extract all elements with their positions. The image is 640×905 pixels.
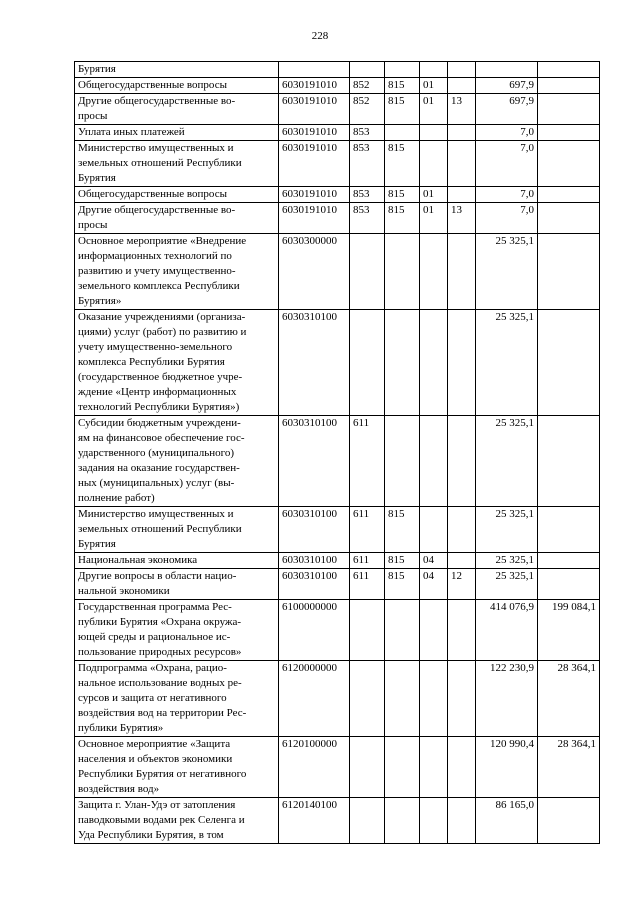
row-subsection-cell: 13 xyxy=(448,94,476,125)
row-amount-1-cell: 25 325,1 xyxy=(476,569,538,600)
row-expense-type-cell: 611 xyxy=(350,569,385,600)
row-expense-type-cell: 611 xyxy=(350,553,385,569)
row-target-code-cell: 6030191010 xyxy=(279,187,350,203)
row-admin-code-cell: 815 xyxy=(385,553,420,569)
row-target-code-cell: 6030191010 xyxy=(279,141,350,187)
row-amount-1-cell: 25 325,1 xyxy=(476,310,538,416)
row-expense-type-cell xyxy=(350,661,385,737)
row-admin-code-cell xyxy=(385,416,420,507)
row-name-cell: Общегосударственные вопросы xyxy=(75,78,279,94)
row-amount-2-cell xyxy=(538,553,600,569)
row-name-cell: Министерство имущественных и земельных отношений Республики Бурятия xyxy=(75,141,279,187)
row-amount-1-cell: 25 325,1 xyxy=(476,507,538,553)
row-admin-code-cell: 815 xyxy=(385,94,420,125)
row-amount-1-cell: 25 325,1 xyxy=(476,553,538,569)
row-admin-code-cell: 815 xyxy=(385,203,420,234)
row-expense-type-cell: 853 xyxy=(350,125,385,141)
row-admin-code-cell xyxy=(385,737,420,798)
row-section-cell: 04 xyxy=(420,553,448,569)
row-target-code-cell: 6030310100 xyxy=(279,569,350,600)
row-name-cell: Государственная программа Рес- публики Бурятия «Охрана окружа- ющей среды и рациональное ис- пользование природных ресурсов» xyxy=(75,600,279,661)
row-subsection-cell xyxy=(448,187,476,203)
row-amount-1-cell: 120 990,4 xyxy=(476,737,538,798)
row-target-code-cell: 6030310100 xyxy=(279,416,350,507)
row-name-cell: Бурятия xyxy=(75,62,279,78)
table-row xyxy=(75,600,600,661)
row-name-cell: Основное мероприятие «Защита населения и объектов экономики Республики Бурятия от негативного воздействия вод» xyxy=(75,737,279,798)
row-amount-1-cell: 7,0 xyxy=(476,125,538,141)
row-admin-code-cell: 815 xyxy=(385,507,420,553)
row-name-cell: Министерство имущественных и земельных отношений Республики Бурятия xyxy=(75,507,279,553)
row-subsection-cell xyxy=(448,141,476,187)
row-amount-2-cell xyxy=(538,416,600,507)
row-section-cell xyxy=(420,234,448,310)
row-section-cell xyxy=(420,737,448,798)
row-amount-1-cell: 697,9 xyxy=(476,94,538,125)
page-number: 228 xyxy=(311,30,329,42)
row-subsection-cell xyxy=(448,600,476,661)
row-amount-1-cell: 25 325,1 xyxy=(476,416,538,507)
row-section-cell xyxy=(420,416,448,507)
table-row xyxy=(75,62,600,78)
row-expense-type-cell: 852 xyxy=(350,94,385,125)
row-target-code-cell: 6030191010 xyxy=(279,94,350,125)
row-amount-2-cell xyxy=(538,234,600,310)
row-amount-2-cell xyxy=(538,569,600,600)
row-target-code-cell: 6100000000 xyxy=(279,600,350,661)
row-target-code-cell: 6120100000 xyxy=(279,737,350,798)
row-amount-2-cell xyxy=(538,62,600,78)
table-row xyxy=(75,310,600,416)
row-expense-type-cell xyxy=(350,62,385,78)
row-amount-2-cell xyxy=(538,125,600,141)
row-section-cell: 01 xyxy=(420,203,448,234)
table-row xyxy=(75,798,600,844)
table-row xyxy=(75,234,600,310)
row-subsection-cell xyxy=(448,125,476,141)
row-section-cell: 04 xyxy=(420,569,448,600)
table-row xyxy=(75,661,600,737)
budget-table xyxy=(74,61,600,844)
table-row xyxy=(75,553,600,569)
row-admin-code-cell: 815 xyxy=(385,187,420,203)
row-name-cell: Другие общегосударственные во- просы xyxy=(75,94,279,125)
row-target-code-cell: 6030310100 xyxy=(279,553,350,569)
row-admin-code-cell: 815 xyxy=(385,78,420,94)
row-name-cell: Субсидии бюджетным учреждени- ям на финансовое обеспечение гос- ударственного (муниципального) задания на оказание государствен- ных (муниципальных) услуг (вы- полнение работ) xyxy=(75,416,279,507)
table-row xyxy=(75,141,600,187)
row-subsection-cell xyxy=(448,62,476,78)
row-subsection-cell xyxy=(448,737,476,798)
row-amount-1-cell: 697,9 xyxy=(476,78,538,94)
row-amount-1-cell xyxy=(476,62,538,78)
row-amount-2-cell xyxy=(538,78,600,94)
row-admin-code-cell xyxy=(385,661,420,737)
row-amount-2-cell xyxy=(538,141,600,187)
row-section-cell xyxy=(420,62,448,78)
row-admin-code-cell: 815 xyxy=(385,569,420,600)
row-amount-2-cell xyxy=(538,310,600,416)
row-section-cell xyxy=(420,125,448,141)
row-section-cell xyxy=(420,310,448,416)
row-name-cell: Уплата иных платежей xyxy=(75,125,279,141)
row-subsection-cell xyxy=(448,78,476,94)
row-amount-2-cell xyxy=(538,798,600,844)
row-target-code-cell: 6030310100 xyxy=(279,310,350,416)
row-admin-code-cell xyxy=(385,125,420,141)
row-name-cell: Национальная экономика xyxy=(75,553,279,569)
table-row xyxy=(75,94,600,125)
row-section-cell xyxy=(420,661,448,737)
table-row xyxy=(75,187,600,203)
row-amount-2-cell: 28 364,1 xyxy=(538,737,600,798)
row-expense-type-cell: 853 xyxy=(350,203,385,234)
row-name-cell: Другие общегосударственные во- просы xyxy=(75,203,279,234)
row-name-cell: Подпрограмма «Охрана, рацио- нальное использование водных ре- сурсов и защита от негативного воздействия вод на территории Рес- публики Бурятия» xyxy=(75,661,279,737)
row-expense-type-cell xyxy=(350,798,385,844)
row-amount-1-cell: 414 076,9 xyxy=(476,600,538,661)
table-row xyxy=(75,737,600,798)
row-expense-type-cell xyxy=(350,737,385,798)
row-subsection-cell xyxy=(448,310,476,416)
row-subsection-cell xyxy=(448,553,476,569)
table-row xyxy=(75,125,600,141)
row-amount-2-cell: 28 364,1 xyxy=(538,661,600,737)
row-expense-type-cell xyxy=(350,234,385,310)
row-amount-2-cell xyxy=(538,507,600,553)
table-row xyxy=(75,416,600,507)
row-amount-2-cell xyxy=(538,187,600,203)
row-amount-1-cell: 7,0 xyxy=(476,203,538,234)
row-section-cell xyxy=(420,600,448,661)
row-target-code-cell xyxy=(279,62,350,78)
row-expense-type-cell: 611 xyxy=(350,416,385,507)
row-admin-code-cell xyxy=(385,600,420,661)
row-target-code-cell: 6120140100 xyxy=(279,798,350,844)
row-section-cell: 01 xyxy=(420,78,448,94)
row-section-cell xyxy=(420,141,448,187)
row-amount-2-cell xyxy=(538,203,600,234)
table-row xyxy=(75,78,600,94)
row-expense-type-cell xyxy=(350,310,385,416)
row-name-cell: Оказание учреждениями (организа- циями) услуг (работ) по развитию и учету имущественно-земельного комплекса Республики Бурятия (государственное бюджетное учре- ждение «Центр информационных технологий Республики Бурятия») xyxy=(75,310,279,416)
row-name-cell: Общегосударственные вопросы xyxy=(75,187,279,203)
row-expense-type-cell xyxy=(350,600,385,661)
row-name-cell: Защита г. Улан-Удэ от затопления паводковыми водами рек Селенга и Уда Республики Бурятия, в том xyxy=(75,798,279,844)
row-amount-2-cell xyxy=(538,94,600,125)
row-name-cell: Другие вопросы в области нацио- нальной экономики xyxy=(75,569,279,600)
table-row xyxy=(75,569,600,600)
row-amount-1-cell: 86 165,0 xyxy=(476,798,538,844)
row-subsection-cell xyxy=(448,507,476,553)
row-admin-code-cell: 815 xyxy=(385,141,420,187)
row-amount-1-cell: 7,0 xyxy=(476,141,538,187)
row-subsection-cell xyxy=(448,416,476,507)
row-subsection-cell xyxy=(448,234,476,310)
row-subsection-cell xyxy=(448,798,476,844)
row-expense-type-cell: 853 xyxy=(350,187,385,203)
row-amount-1-cell: 7,0 xyxy=(476,187,538,203)
row-subsection-cell: 12 xyxy=(448,569,476,600)
row-section-cell: 01 xyxy=(420,187,448,203)
row-subsection-cell xyxy=(448,661,476,737)
row-target-code-cell: 6030191010 xyxy=(279,78,350,94)
row-target-code-cell: 6030191010 xyxy=(279,125,350,141)
row-target-code-cell: 6030310100 xyxy=(279,507,350,553)
row-target-code-cell: 6030191010 xyxy=(279,203,350,234)
table-row xyxy=(75,507,600,553)
row-expense-type-cell: 611 xyxy=(350,507,385,553)
table-row xyxy=(75,203,600,234)
row-section-cell xyxy=(420,798,448,844)
row-name-cell: Основное мероприятие «Внедрение информационных технологий по развитию и учету имущественно- земельного комплекса Республики Бурятия» xyxy=(75,234,279,310)
row-admin-code-cell xyxy=(385,62,420,78)
row-admin-code-cell xyxy=(385,798,420,844)
row-subsection-cell: 13 xyxy=(448,203,476,234)
row-expense-type-cell: 853 xyxy=(350,141,385,187)
row-section-cell: 01 xyxy=(420,94,448,125)
row-target-code-cell: 6120000000 xyxy=(279,661,350,737)
row-amount-1-cell: 122 230,9 xyxy=(476,661,538,737)
row-amount-1-cell: 25 325,1 xyxy=(476,234,538,310)
row-admin-code-cell xyxy=(385,310,420,416)
row-amount-2-cell: 199 084,1 xyxy=(538,600,600,661)
row-section-cell xyxy=(420,507,448,553)
table-body xyxy=(75,62,600,844)
row-target-code-cell: 6030300000 xyxy=(279,234,350,310)
row-expense-type-cell: 852 xyxy=(350,78,385,94)
row-admin-code-cell xyxy=(385,234,420,310)
